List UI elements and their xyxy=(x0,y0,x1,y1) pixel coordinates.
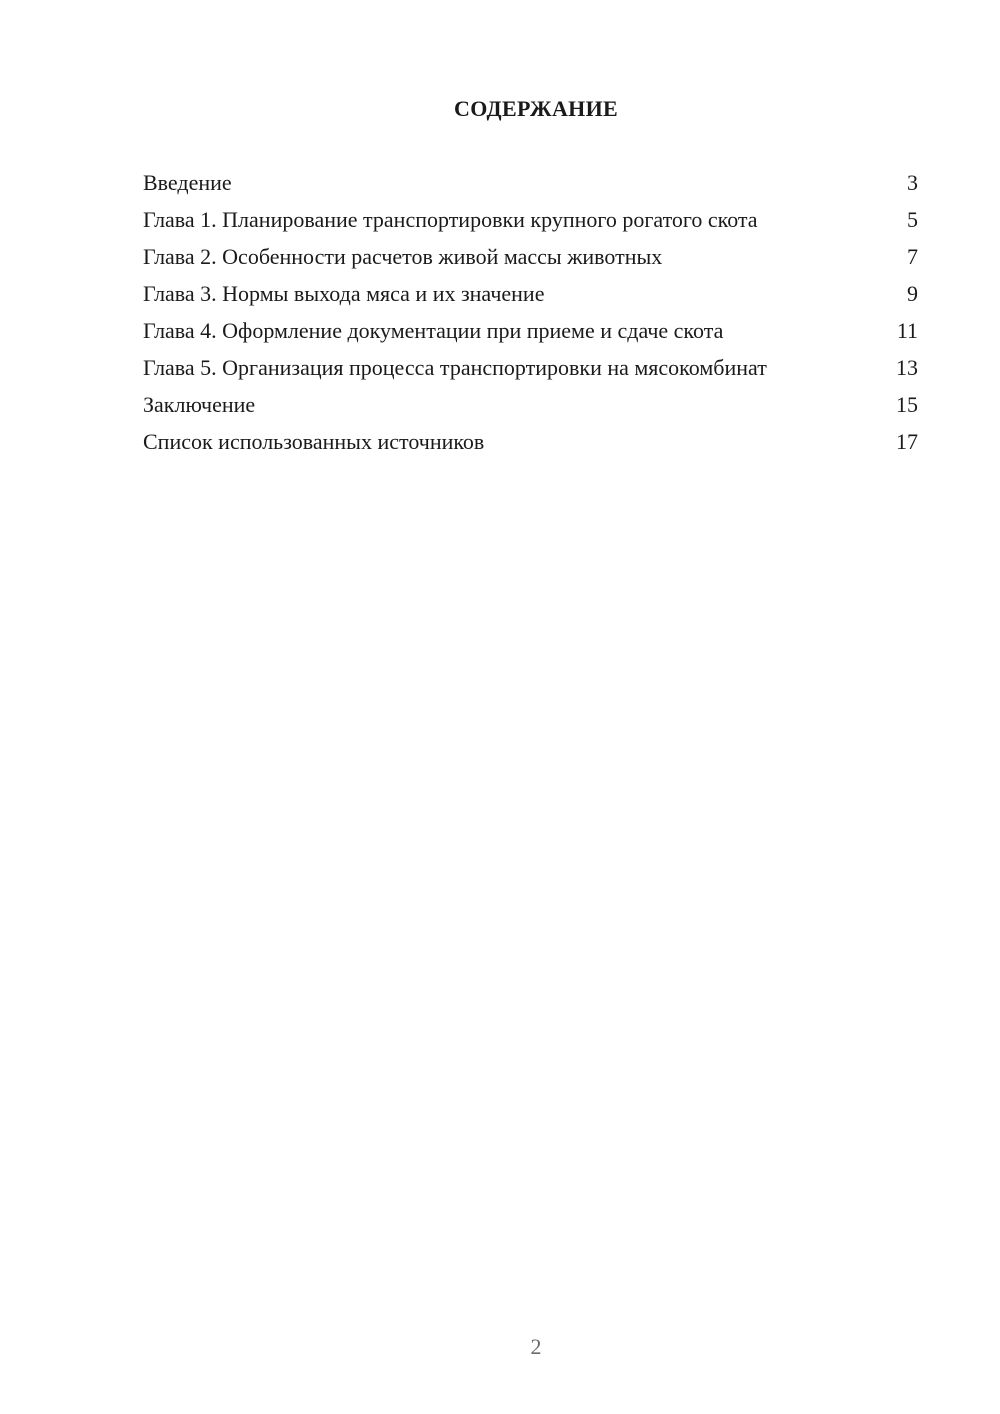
toc-entry-label: Заключение xyxy=(143,392,256,417)
toc-entry-label: Введение xyxy=(143,170,232,195)
toc-entry-chapter-2 xyxy=(143,244,918,270)
toc-entry-page: 11 xyxy=(896,318,918,343)
toc-entry-chapter-1 xyxy=(143,207,918,233)
toc-entry-label: Список использованных источников xyxy=(143,429,485,454)
toc-entry-label: Глава 2. Особенности расчетов живой массы животных xyxy=(143,244,663,269)
toc-entry-chapter-5 xyxy=(143,355,918,381)
toc-entry-page: 15 xyxy=(896,392,918,417)
toc-entry-chapter-4 xyxy=(143,318,918,344)
toc-entry-page: 17 xyxy=(896,429,918,454)
toc-entry-references xyxy=(143,429,918,455)
toc-entry-page: 5 xyxy=(907,207,918,232)
toc-entry-page: 7 xyxy=(907,244,918,269)
page-number: 2 xyxy=(530,1334,542,1359)
page-title: СОДЕРЖАНИЕ xyxy=(454,96,618,121)
toc-entry-label: Глава 5. Организация процесса транспортировки на мясокомбинат xyxy=(143,355,767,380)
toc-entry-label: Глава 3. Нормы выхода мяса и их значение xyxy=(143,281,545,306)
toc-entry-conclusion xyxy=(143,392,918,418)
toc-entry-page: 9 xyxy=(907,281,918,306)
toc-entry-chapter-3 xyxy=(143,281,918,307)
toc-entry-introduction xyxy=(143,170,918,196)
toc-entry-page: 3 xyxy=(907,170,918,195)
toc-entry-label: Глава 1. Планирование транспортировки крупного рогатого скота xyxy=(143,207,758,232)
toc-entry-label: Глава 4. Оформление документации при приеме и сдаче скота xyxy=(143,318,724,343)
table-of-contents xyxy=(143,170,918,466)
toc-entry-page: 13 xyxy=(896,355,918,380)
